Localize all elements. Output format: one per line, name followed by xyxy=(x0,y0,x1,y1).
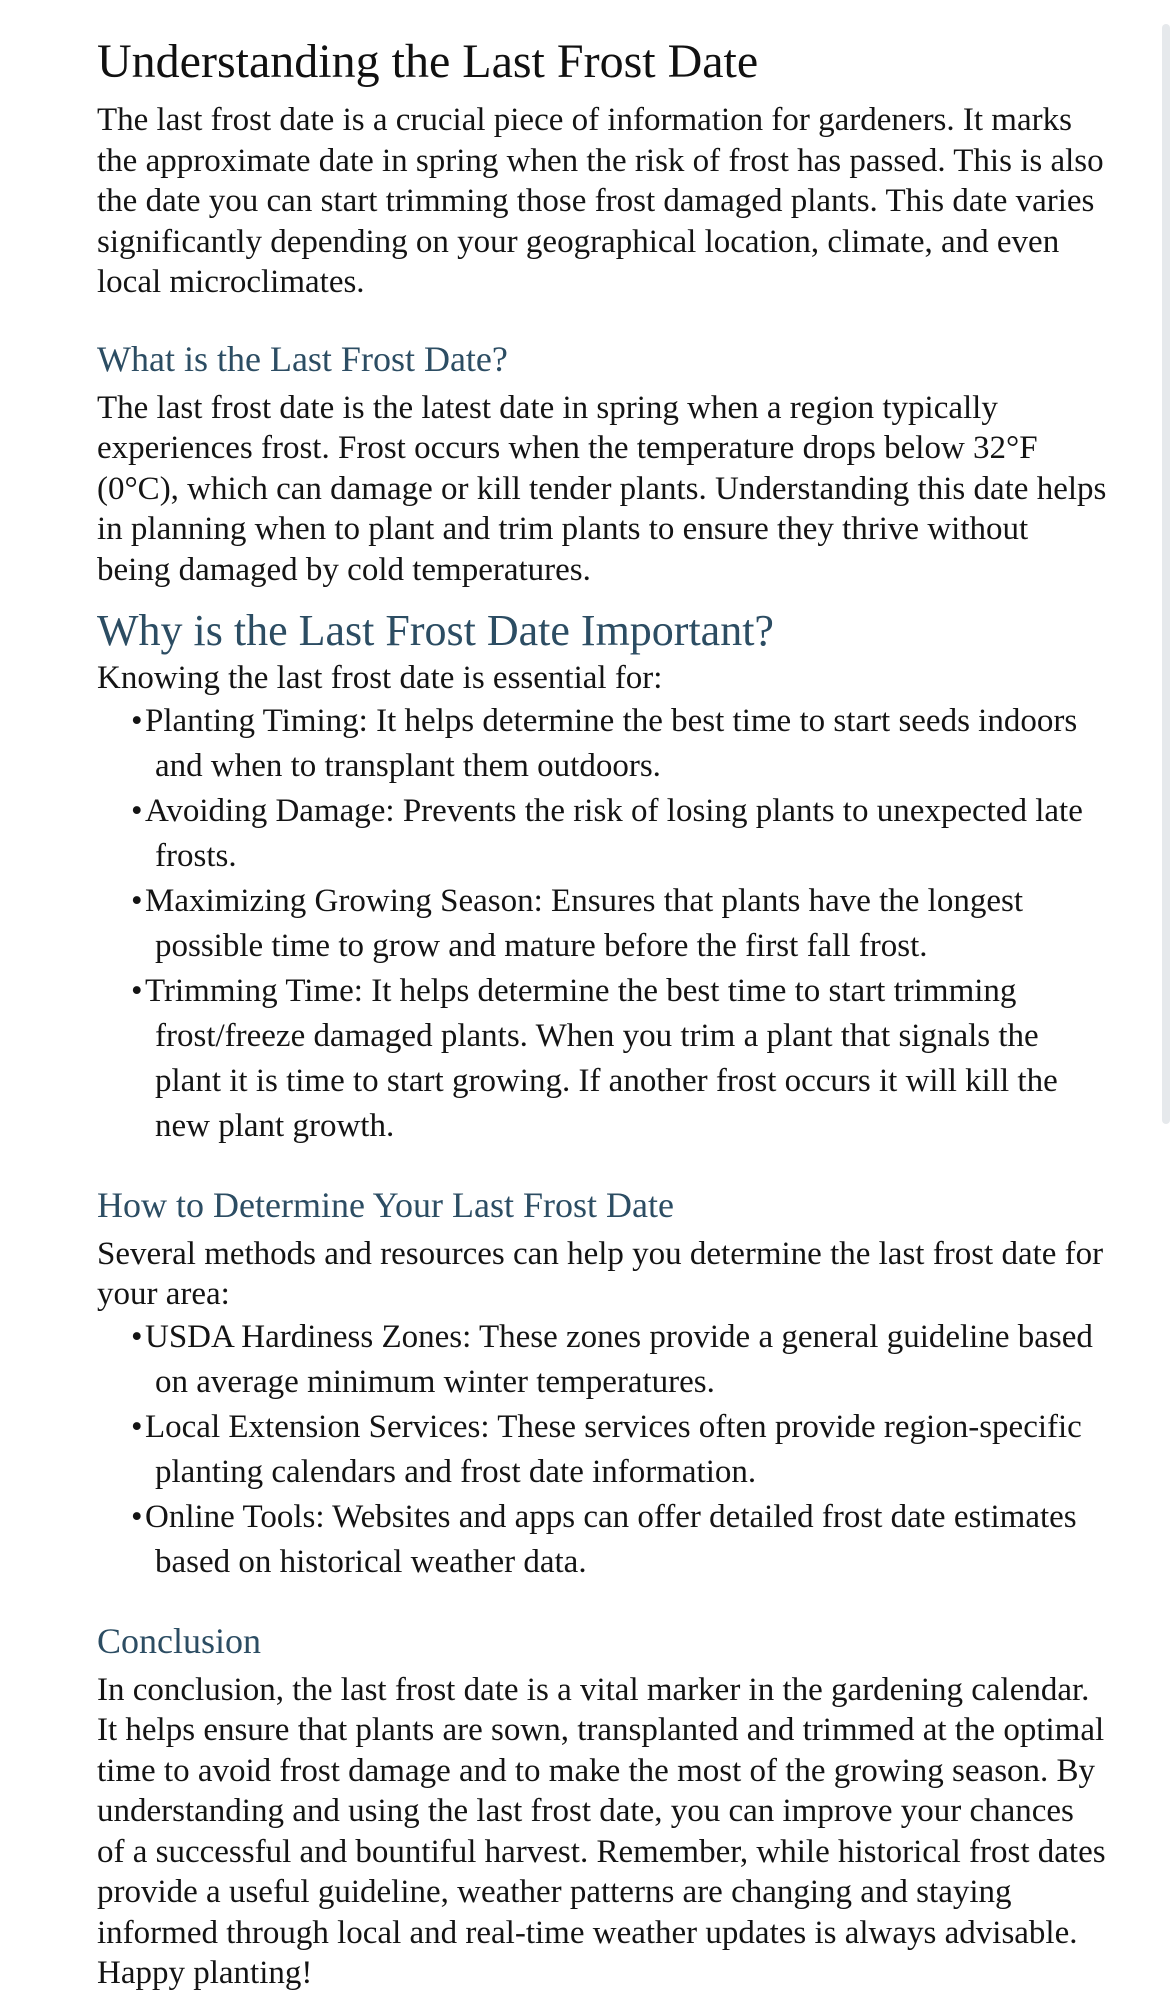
page-title: Understanding the Last Frost Date xyxy=(97,35,759,88)
how-to-determine-list xyxy=(97,1315,1107,1585)
section-body-conclusion: In conclusion, the last frost date is a vital marker in the gardening calendar. It helps ensure that plants are sown, transplanted and trimmed at the optimal time to avoid frost damage and to make the most of the growing season. By understanding and using the last frost date, you can improve your chances of a successful and bountiful harvest. Remember, while historical frost dates provide a useful guideline, weather patterns are changing and staying informed through local and real-time weather updates is always advisable. Happy planting! xyxy=(97,1671,1106,1991)
scrollbar[interactable] xyxy=(1162,24,1170,1124)
list-item: • Trimming Time: It helps determine the best time to start trimming frost/freeze damaged plants. When you trim a plant that signals the plant it is time to start growing. If another frost occurs it will kill the new plant growth. xyxy=(97,969,1107,1149)
section-title-what-is: What is the Last Frost Date? xyxy=(97,338,508,379)
list-item: • Planting Timing: It helps determine the best time to start seeds indoors and when to transplant them outdoors. xyxy=(97,699,1107,789)
list-item: • Online Tools: Websites and apps can offer detailed frost date estimates based on historical weather data. xyxy=(97,1495,1107,1585)
why-important-list xyxy=(97,699,1107,1149)
section-lead-why-important: Knowing the last frost date is essential for: xyxy=(97,660,663,696)
section-lead-how-to-determine: Several methods and resources can help you determine the last frost date for your area: xyxy=(97,1235,1104,1312)
section-body-what-is: The last frost date is the latest date in spring when a region typically experiences frost. Frost occurs when the temperature drops below 32°F (0°C), which can damage or kill tender plants. Understanding this date helps in planning when to plant and trim plants to ensure they thrive without being damaged by cold temperatures. xyxy=(97,389,1107,588)
list-item: • Avoiding Damage: Prevents the risk of losing plants to unexpected late frosts. xyxy=(97,789,1107,879)
list-item: • Maximizing Growing Season: Ensures that plants have the longest possible time to grow and mature before the first fall frost. xyxy=(97,879,1107,969)
list-item: • Local Extension Services: These services often provide region-specific planting calendars and frost date information. xyxy=(97,1405,1107,1495)
intro-paragraph: The last frost date is a crucial piece of information for gardeners. It marks the approximate date in spring when the risk of frost has passed. This is also the date you can start trimming those frost damaged plants. This date varies significantly depending on your geographical location, climate, and even local microclimates. xyxy=(97,102,1104,300)
article xyxy=(97,0,1107,1994)
section-title-why-important: Why is the Last Frost Date Important? xyxy=(97,606,774,655)
section-title-how-to-determine: How to Determine Your Last Frost Date xyxy=(97,1184,674,1225)
list-item: • USDA Hardiness Zones: These zones provide a general guideline based on average minimum winter temperatures. xyxy=(97,1315,1107,1405)
section-title-conclusion: Conclusion xyxy=(97,1620,262,1661)
